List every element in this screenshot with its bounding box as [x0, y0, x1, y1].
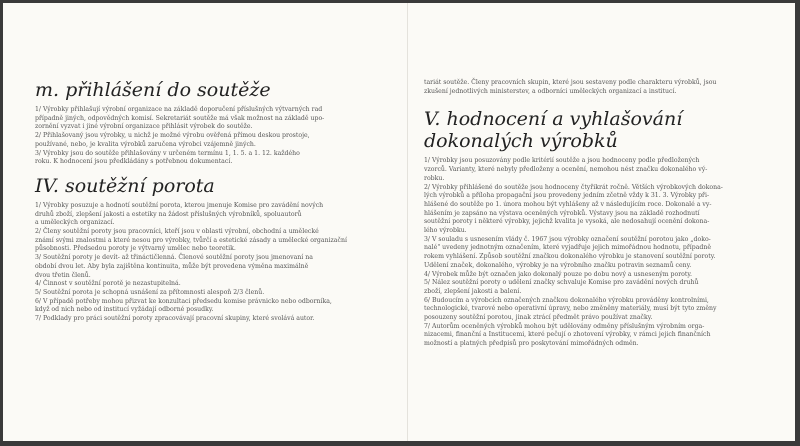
section-hodnoceni-text: [424, 157, 770, 348]
text-line: 1/ Výrobky jsou posuzovány podle kritérií soutěže a jsou hodnoceny podle předložených: [424, 157, 700, 165]
text-line: 1/ Výrobky přihlašují výrobní organizace na základě doporučení příslušných výtvarných rad: [35, 106, 323, 113]
text-line: známí svými znalostmi a které nesou pro výrobky, tvůrčí a estetické zásady a umělecké organizační: [35, 236, 347, 244]
heading-prihlaseni: m. přihlášení do soutěže: [35, 79, 271, 101]
text-line: posouzeny soutěžní porotou, jinak ztrácí předmět právo používat značky.: [424, 314, 653, 322]
text-line: 3/ Soutěžní poroty je devít- až třináctičlenná. Členové soutěžní poroty jsou jmenovaní na: [35, 254, 313, 262]
text-line: druhů zboží, zlepšení jakosti a estetiky na žádost příslušných výrobníků, spoluautorů: [35, 210, 302, 218]
left-column: [35, 79, 381, 324]
text-line: robku.: [424, 174, 445, 182]
text-line: 7/ Autorům oceněných výrobků mohou být udělovány odměny příslušným výrobním orga-: [424, 322, 705, 330]
text-line: dvou třetin členů.: [35, 271, 91, 279]
text-line: 2/ Členy soutěžní poroty jsou pracovníci, kteří jsou v oblasti výrobní, obchodní a umělecké: [35, 228, 319, 236]
text-line: vzorců. Varianty, které nebyly předloženy a ocenění, nemohou nést značku dokonalého vý-: [424, 166, 708, 174]
text-line: lých výrobků a příloha propagační jsou provedeny jedním zčetně vždy k 31. 3. Výrobky při-: [424, 192, 710, 200]
text-line: možností a platných předpisů pro poskytování mimořádných odměn.: [424, 340, 639, 348]
text-line: období dvou let. Aby byla zajištěna kontinuita, může být provedena výměna maximálně: [35, 262, 309, 270]
section-prihlaseni-text: [35, 106, 381, 167]
text-line: případně jiných, odpovědných komisí. Sekretariát soutěže má však možnost na základě upo-: [35, 114, 325, 122]
text-line: rokem vyhlášení. Způsob soutěžní značkou dokonalého výrobku je stanovení soutěžní poroty.: [424, 253, 716, 261]
text-line: Udělení značek, dokonalého, výrobky je na výrobního značku potravin seznamů ceny.: [424, 261, 692, 269]
text-line: 2/ Výrobky přihlášené do soutěže jsou hodnoceny čtyřikrát ročně. Větších výrobkových dokona-: [424, 183, 723, 191]
text-line: 6/ V případě potřeby mohou přizvat ke konzultaci předsedu komise právnicko nebo odborníka,: [35, 297, 332, 305]
text-line: 4/ Výrobek může být označen jako dokonalý pouze po dobu nový a usneseným poroty.: [424, 270, 693, 278]
document-sheet: [3, 3, 795, 441]
text-line: technologické, tvarové nebo operativní úpravy, nebo změněny materiály, musí být tyto změny: [424, 305, 717, 313]
text-line: 3/ V souladu s usnesením vlády č. 1967 jsou výrobky označení soutěžní porotou jako „doko-: [424, 235, 711, 243]
text-line: nizacemi, finanční a Institucemi, které pečují o zhotovení výrobky, v rámci jejich finančních: [424, 331, 711, 339]
text-line: 3/ Výrobky jsou do soutěže přihlašovány v určeném termínu 1, 1. 5. a 1. 12. každého: [35, 149, 300, 157]
text-line: 4/ Činnost v soutěžní porotě je nezastupitelná.: [35, 280, 181, 288]
text-line: 1/ Výrobky posuzuje a hodnotí soutěžní porota, kterou jmenuje Komise pro zavádění nových: [35, 201, 324, 209]
text-line: používané, nebo, je kvalita výrobků zaručena výrobci vzájemně jiných.: [35, 140, 256, 148]
text-line: působnosti. Předsedou poroty je výtvarný umělec nebo teoretik.: [35, 245, 236, 253]
text-line: zboží, zlepšení jakosti a balení.: [424, 287, 522, 295]
text-line: tariát soutěže. Členy pracovních skupin, které jsou sestaveny podle charakteru výrobků, jsou: [424, 79, 717, 86]
text-line: zornění vyzvat i jiné výrobní organizace přihlásit výrobek do soutěže.: [35, 123, 253, 131]
text-line: když od nich nebo od institucí vyžádají odborné posudky.: [35, 306, 214, 314]
text-line: 5/ Nález soutěžní poroty o udělení značky schvaluje Komise pro zavádění nových druhů: [424, 279, 699, 287]
right-column: [424, 79, 770, 349]
section-porota-text: [35, 202, 381, 324]
text-line: hlášené do soutěže po 1. února mohou být vyhlášeny až v následujícím roce. Dokonalé a vy-: [424, 200, 712, 208]
text-line: 6/ Budoucím a výrobcích označených značkou dokonalého výrobku prováděny kontrolními,: [424, 296, 709, 304]
text-line: nalé" uvedeny jednotným označením, které vyjadřuje jejich mimořádnou hodnotu, případně: [424, 244, 712, 252]
section-intro-text: [424, 79, 770, 96]
text-line: 7/ Podklady pro práci soutěžní poroty zpracovávají pracovní skupiny, které svolává autor.: [35, 315, 315, 323]
page-fold: [407, 3, 408, 441]
text-line: zkušení jednotlivých ministerstev, a odborníci uměleckých organizací a institucí.: [424, 87, 677, 95]
text-line: hlášením je zapsáno na výstava oceněných výrobků. Výstavy jsou na základě rozhodnutí: [424, 209, 700, 217]
text-line: 2/ Přihlašovaný jsou výrobky, u nichž je možné výrobu ověřená přímou deskou prostoje,: [35, 132, 310, 140]
text-line: a uměleckých organizací.: [35, 219, 115, 227]
text-line: soutěžní poroty i některé výrobky, jejichž kvalita je vysoká, ale nedosahují ocenění dokona-: [424, 218, 710, 226]
heading-porota: IV. soutěžní porota: [35, 174, 215, 197]
heading-hodnoceni: V. hodnocení a vyhlašování dokonalých výrobků: [424, 108, 683, 153]
text-line: lého výrobku.: [424, 227, 467, 235]
text-line: roku. K hodnocení jsou předkládány s potřebnou dokumentací.: [35, 158, 233, 166]
text-line: 5/ Soutěžní porota je schopná usnášení za přítomnosti alespoň 2/3 členů.: [35, 288, 265, 296]
